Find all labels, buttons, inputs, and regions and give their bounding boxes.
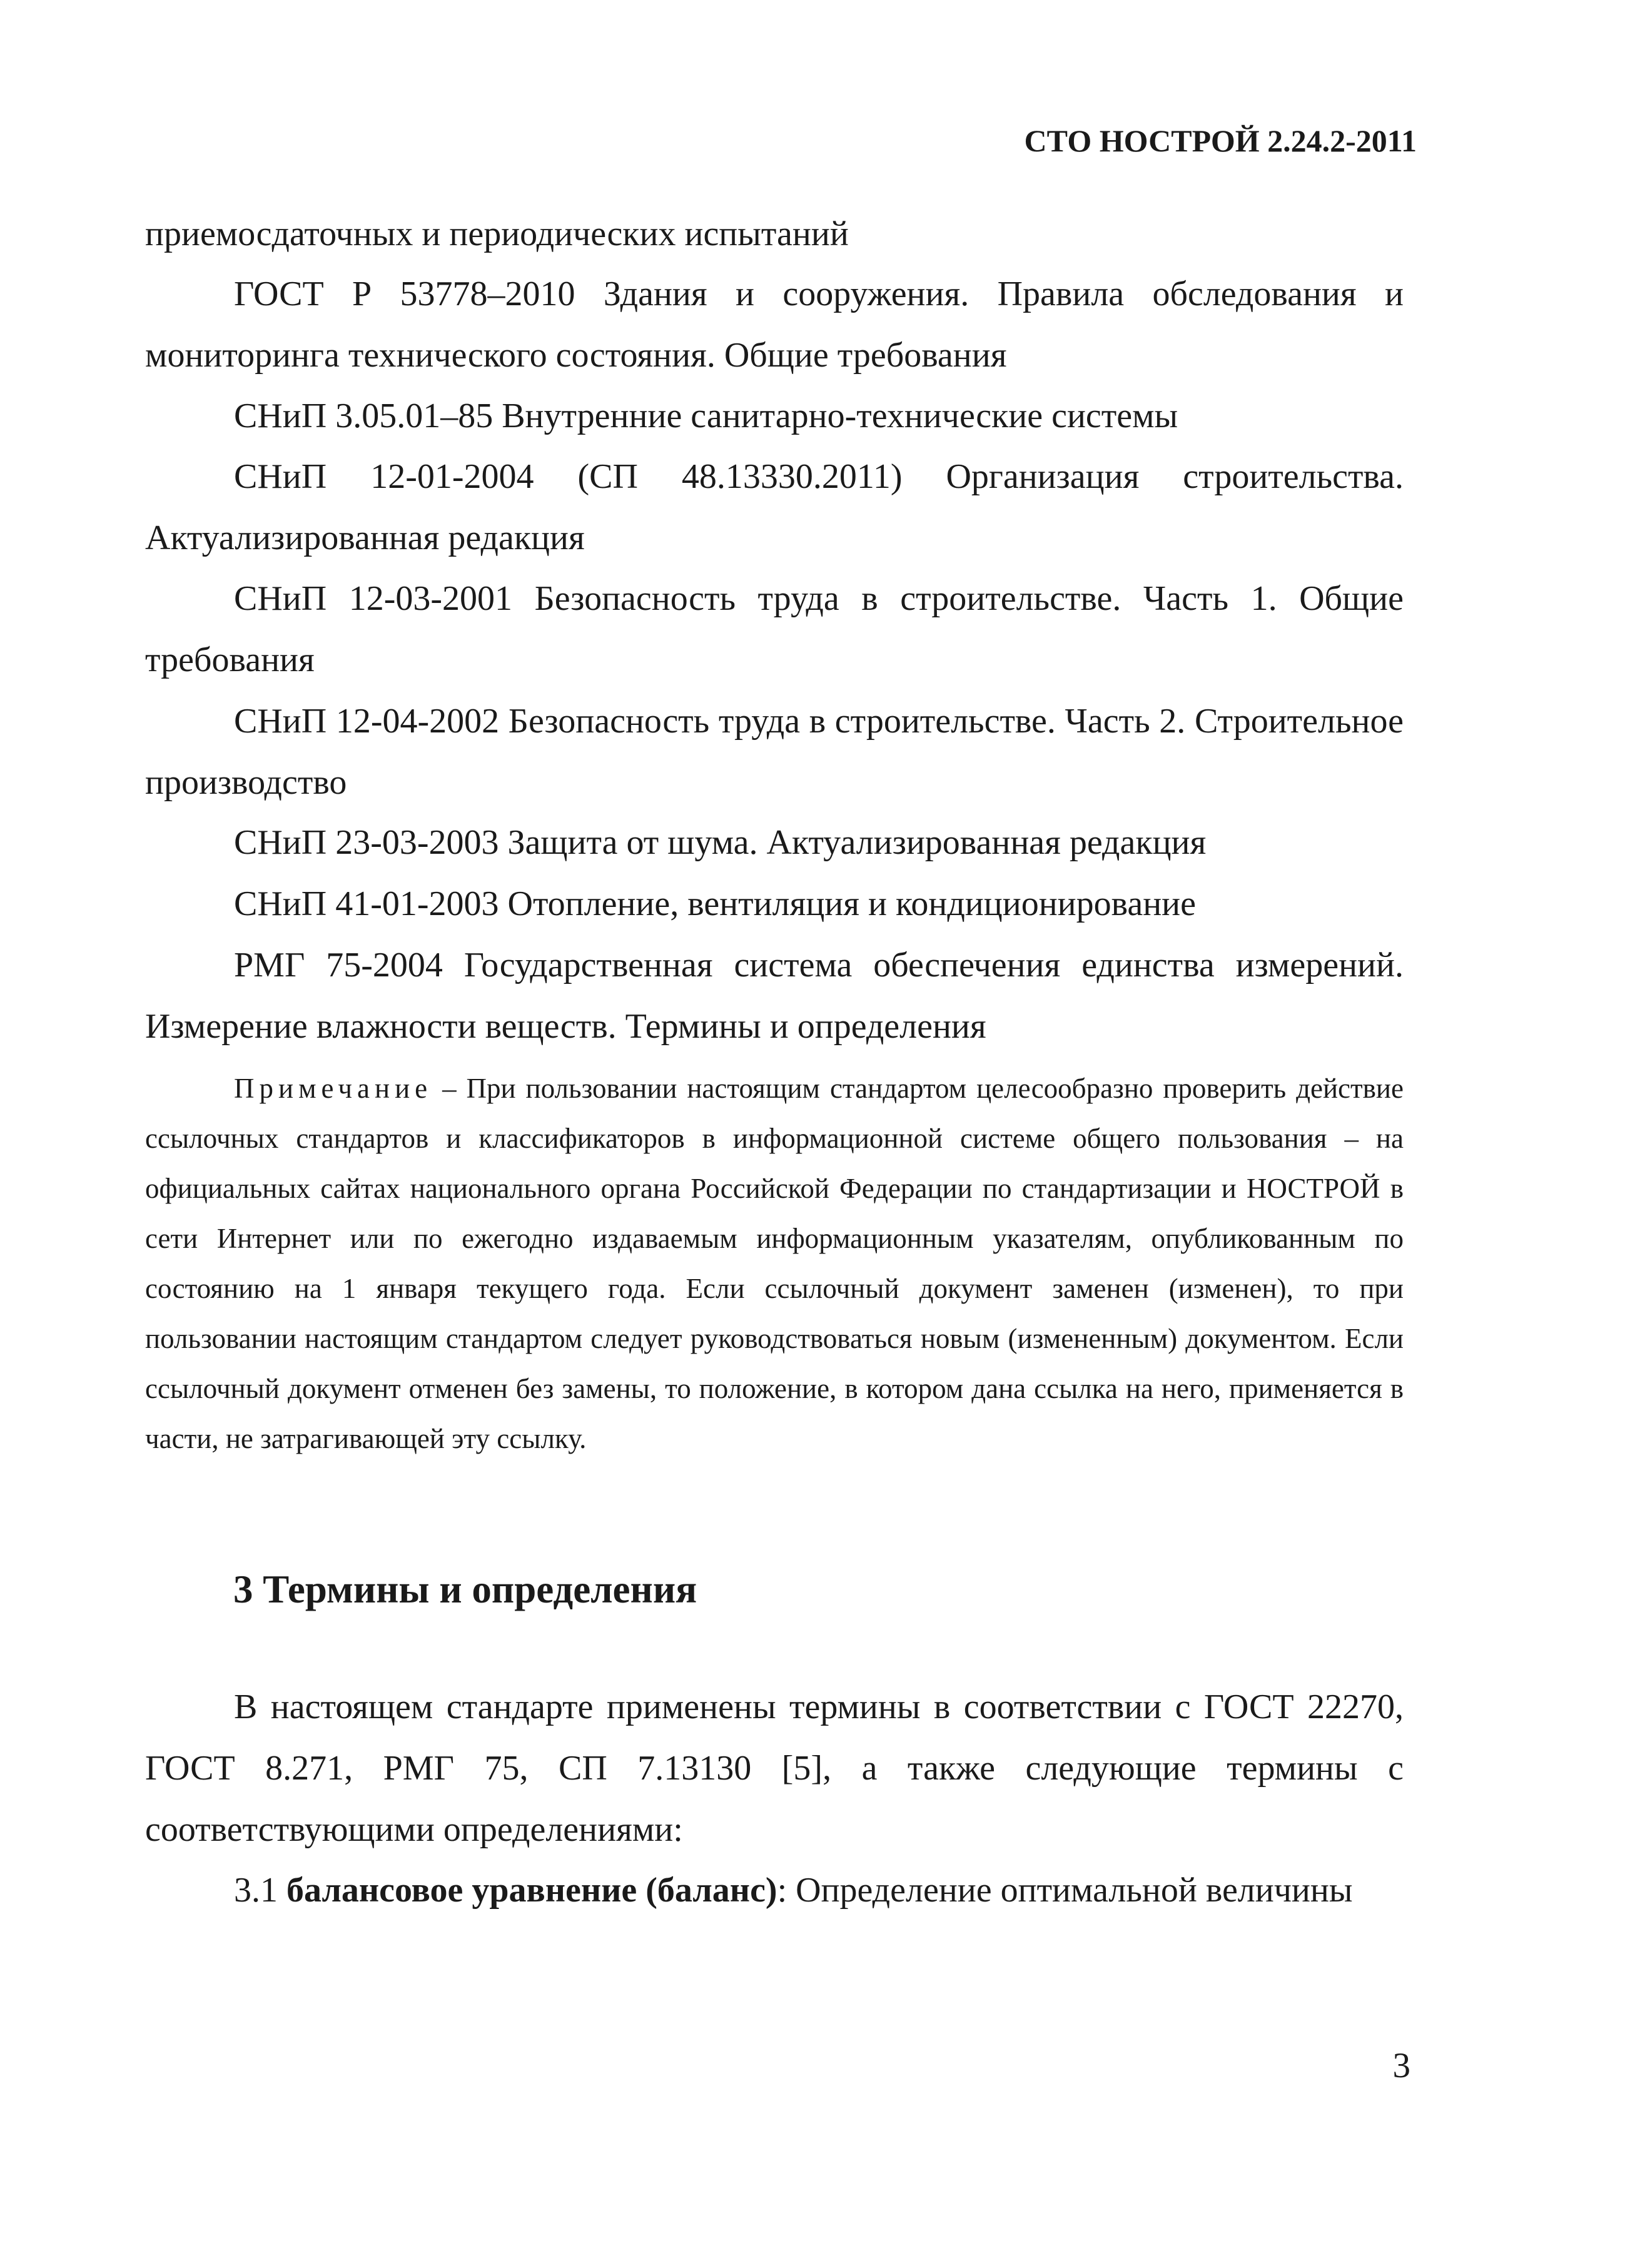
- reference-continuation: приемосдаточных и периодических испытаний: [145, 215, 849, 253]
- reference-snip-23-03: СНиП 23-03-2003 Защита от шума. Актуализированная редакция: [234, 823, 1207, 862]
- reference-rmg-75: РМГ 75-2004 Государственная система обеспечения единства измерений. Измерение влажности веществ. Термины и определения: [145, 946, 1404, 1046]
- section-intro: В настоящем стандарте применены термины в соответствии с ГОСТ 22270, ГОСТ 8.271, РМГ 75, СП 7.13130 [5], а также следующие термины с соответствующими определениями:: [145, 1688, 1404, 1849]
- reference-snip-12-01: СНиП 12-01-2004 (СП 48.13330.2011) Организация строительства. Актуализированная редакция: [145, 457, 1404, 557]
- reference-snip-3-05-01: СНиП 3.05.01–85 Внутренние санитарно-технические системы: [234, 397, 1178, 435]
- note-text: – При пользовании настоящим стандартом целесообразно проверить действие ссылочных стандартов и классификаторов в информационной системе общего пользования – на официальных сайтах национального органа Российской Федерации по стандартизации и НОСТРОЙ в сети Интернет или по ежегодно издаваемым информационным указателям, опубликованным по состоянию на 1 января текущего года. Если ссылочный документ заменен (изменен), то при пользовании настоящим стандартом следует руководствоваться новым (измененным) документом. Если ссылочный документ отменен без замены, то положение, в котором дана ссылка на него, применяется в части, не затрагивающей эту ссылку.: [145, 1073, 1404, 1454]
- term-3-1: [145, 1860, 1404, 1921]
- reference-snip-41-01: СНиП 41-01-2003 Отопление, вентиляция и кондиционирование: [234, 884, 1197, 923]
- term-definition: : Определение оптимальной величины: [777, 1871, 1353, 1910]
- reference-snip-12-04: СНиП 12-04-2002 Безопасность труда в строительстве. Часть 2. Строительное производство: [145, 702, 1404, 802]
- term-name: балансовое уравнение (баланс): [286, 1871, 777, 1910]
- note-label: Примечание: [234, 1073, 433, 1104]
- note-paragraph: [145, 1063, 1404, 1464]
- term-number: 3.1: [234, 1871, 286, 1910]
- document-code-header: СТО НОСТРОЙ 2.24.2-2011: [1024, 123, 1417, 158]
- page-number: 3: [1392, 2046, 1410, 2085]
- reference-snip-12-03: СНиП 12-03-2001 Безопасность труда в строительстве. Часть 1. Общие требования: [145, 579, 1404, 679]
- section-heading: 3 Термины и определения: [233, 1567, 697, 1611]
- reference-gost-53778: ГОСТ Р 53778–2010 Здания и сооружения. Правила обследования и мониторинга технического состояния. Общие требования: [145, 275, 1404, 375]
